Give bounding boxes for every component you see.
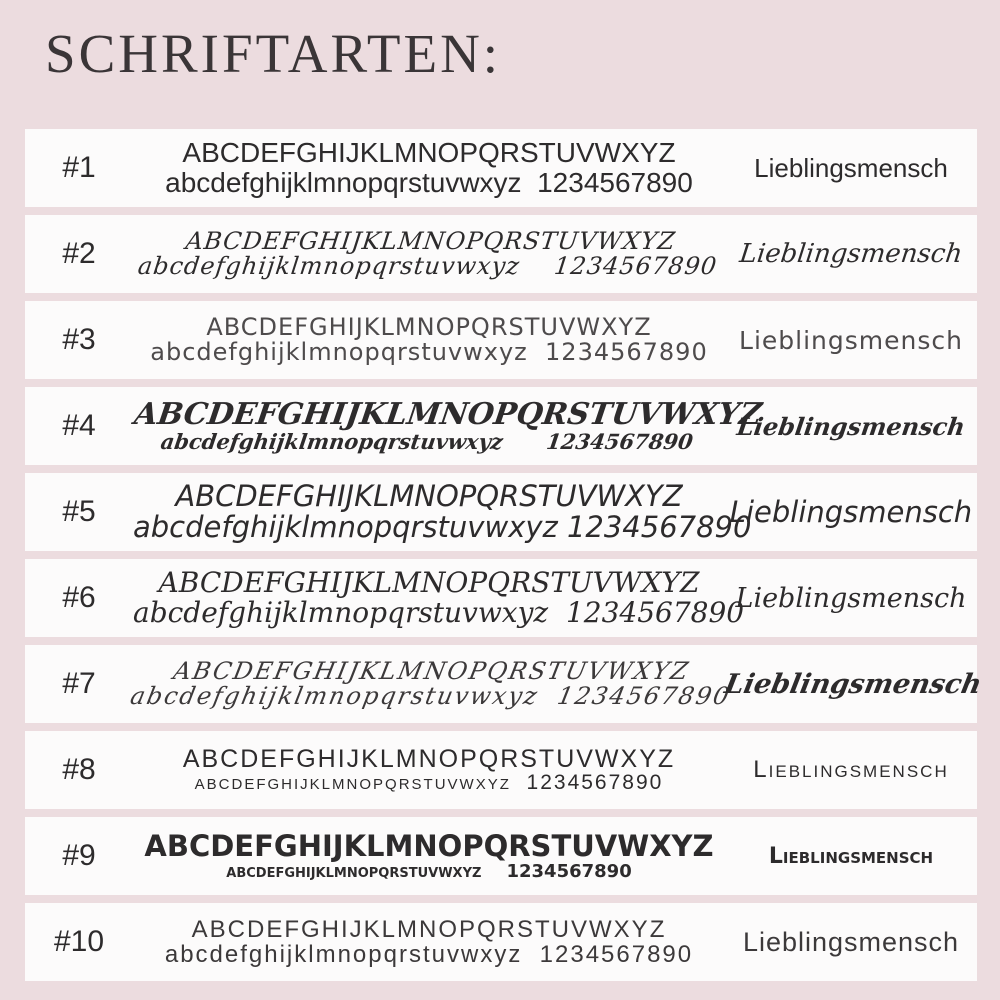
sample-lowercase-numbers: abcdefghijklmnopqrstuvwxyz 1234567890: [159, 428, 695, 454]
font-example-word: Lieblingsmensch: [739, 325, 963, 355]
sample-uppercase: ABCDEFGHIJKLMNOPQRSTUVWXYZ: [144, 829, 714, 864]
font-number: #8: [62, 753, 96, 786]
sample-uppercase: ABCDEFGHIJKLMNOPQRSTUVWXYZ: [184, 226, 678, 255]
font-sample: [130, 226, 728, 280]
font-example-word: Lieblingsmensch: [768, 843, 934, 869]
sample-lowercase-numbers: abcdefghijklmnopqrstuvwxyz 1234567890: [226, 860, 632, 882]
font-sample: [133, 312, 725, 366]
sample-lowercase-numbers: abcdefghijklmnopqrstuvwxyz 1234567890: [164, 941, 694, 968]
font-sample: [133, 479, 752, 544]
font-sample: [133, 566, 745, 629]
font-row-8: [25, 731, 977, 809]
sample-uppercase: ABCDEFGHIJKLMNOPQRSTUVWXYZ: [191, 915, 667, 943]
font-number: #10: [53, 925, 105, 958]
sample-uppercase: ABCDEFGHIJKLMNOPQRSTUVWXYZ: [158, 566, 700, 600]
sample-lowercase-numbers: abcdefghijklmnopqrstuvwxyz 1234567890: [165, 167, 693, 198]
font-row-3: [25, 301, 977, 379]
font-example-word: Lieblingsmensch: [735, 411, 967, 441]
sample-uppercase: ABCDEFGHIJKLMNOPQRSTUVWXYZ: [206, 312, 652, 341]
font-row-7: [25, 645, 985, 723]
font-example-word: Lieblingsmensch: [737, 239, 965, 269]
font-sample: [127, 656, 734, 710]
font-number: #3: [62, 323, 96, 356]
font-row-9: [25, 817, 977, 895]
font-row-6: [25, 559, 977, 637]
sample-lowercase-numbers: abcdefghijklmnopqrstuvwxyz 1234567890: [194, 771, 664, 795]
font-number: #6: [62, 581, 96, 614]
sample-uppercase: ABCDEFGHIJKLMNOPQRSTUVWXYZ: [175, 479, 683, 514]
font-number: #7: [62, 667, 96, 700]
font-sample: [133, 831, 725, 881]
sample-lowercase-numbers: abcdefghijklmnopqrstuvwxyz 1234567890: [133, 596, 745, 629]
font-example-word: Lieblingsmensch: [729, 495, 973, 529]
font-sample: [133, 138, 725, 197]
page-title: SCHRIFTARTEN:: [45, 23, 502, 84]
sample-lowercase-numbers: abcdefghijklmnopqrstuvwxyz 1234567890: [133, 510, 752, 544]
sample-lowercase-numbers: abcdefghijklmnopqrstuvwxyz 1234567890: [136, 252, 719, 280]
font-number: #4: [62, 409, 96, 442]
font-example-word: Lieblingsmensch: [742, 926, 960, 957]
font-example-word: Lieblingsmensch: [754, 152, 948, 183]
font-row-4: [25, 387, 977, 465]
font-row-5: [25, 473, 977, 551]
font-row-10: [25, 903, 977, 981]
sample-lowercase-numbers: abcdefghijklmnopqrstuvwxyz 1234567890: [150, 338, 708, 366]
font-number: #9: [62, 839, 96, 872]
font-number: #1: [62, 151, 96, 184]
font-rows-list: [25, 129, 985, 989]
font-example-word: Lieblingsmensch: [735, 582, 967, 614]
font-example-word: Lieblingsmensch: [753, 756, 949, 783]
font-number: #5: [62, 495, 96, 528]
font-sample: [129, 396, 764, 454]
font-row-2: [25, 215, 977, 293]
sample-uppercase: ABCDEFGHIJKLMNOPQRSTUVWXYZ: [182, 137, 676, 169]
font-row-1: [25, 129, 977, 207]
sample-uppercase: ABCDEFGHIJKLMNOPQRSTUVWXYZ: [171, 656, 693, 685]
font-sample: [133, 917, 725, 968]
font-sample: [133, 746, 725, 795]
font-example-word: Lieblingsmensch: [721, 668, 985, 700]
font-number: #2: [62, 237, 96, 270]
sample-lowercase-numbers: abcdefghijklmnopqrstuvwxyz 1234567890: [127, 682, 734, 710]
sample-uppercase: ABCDEFGHIJKLMNOPQRSTUVWXYZ: [182, 744, 676, 773]
sample-uppercase: ABCDEFGHIJKLMNOPQRSTUVWXYZ: [132, 396, 764, 432]
